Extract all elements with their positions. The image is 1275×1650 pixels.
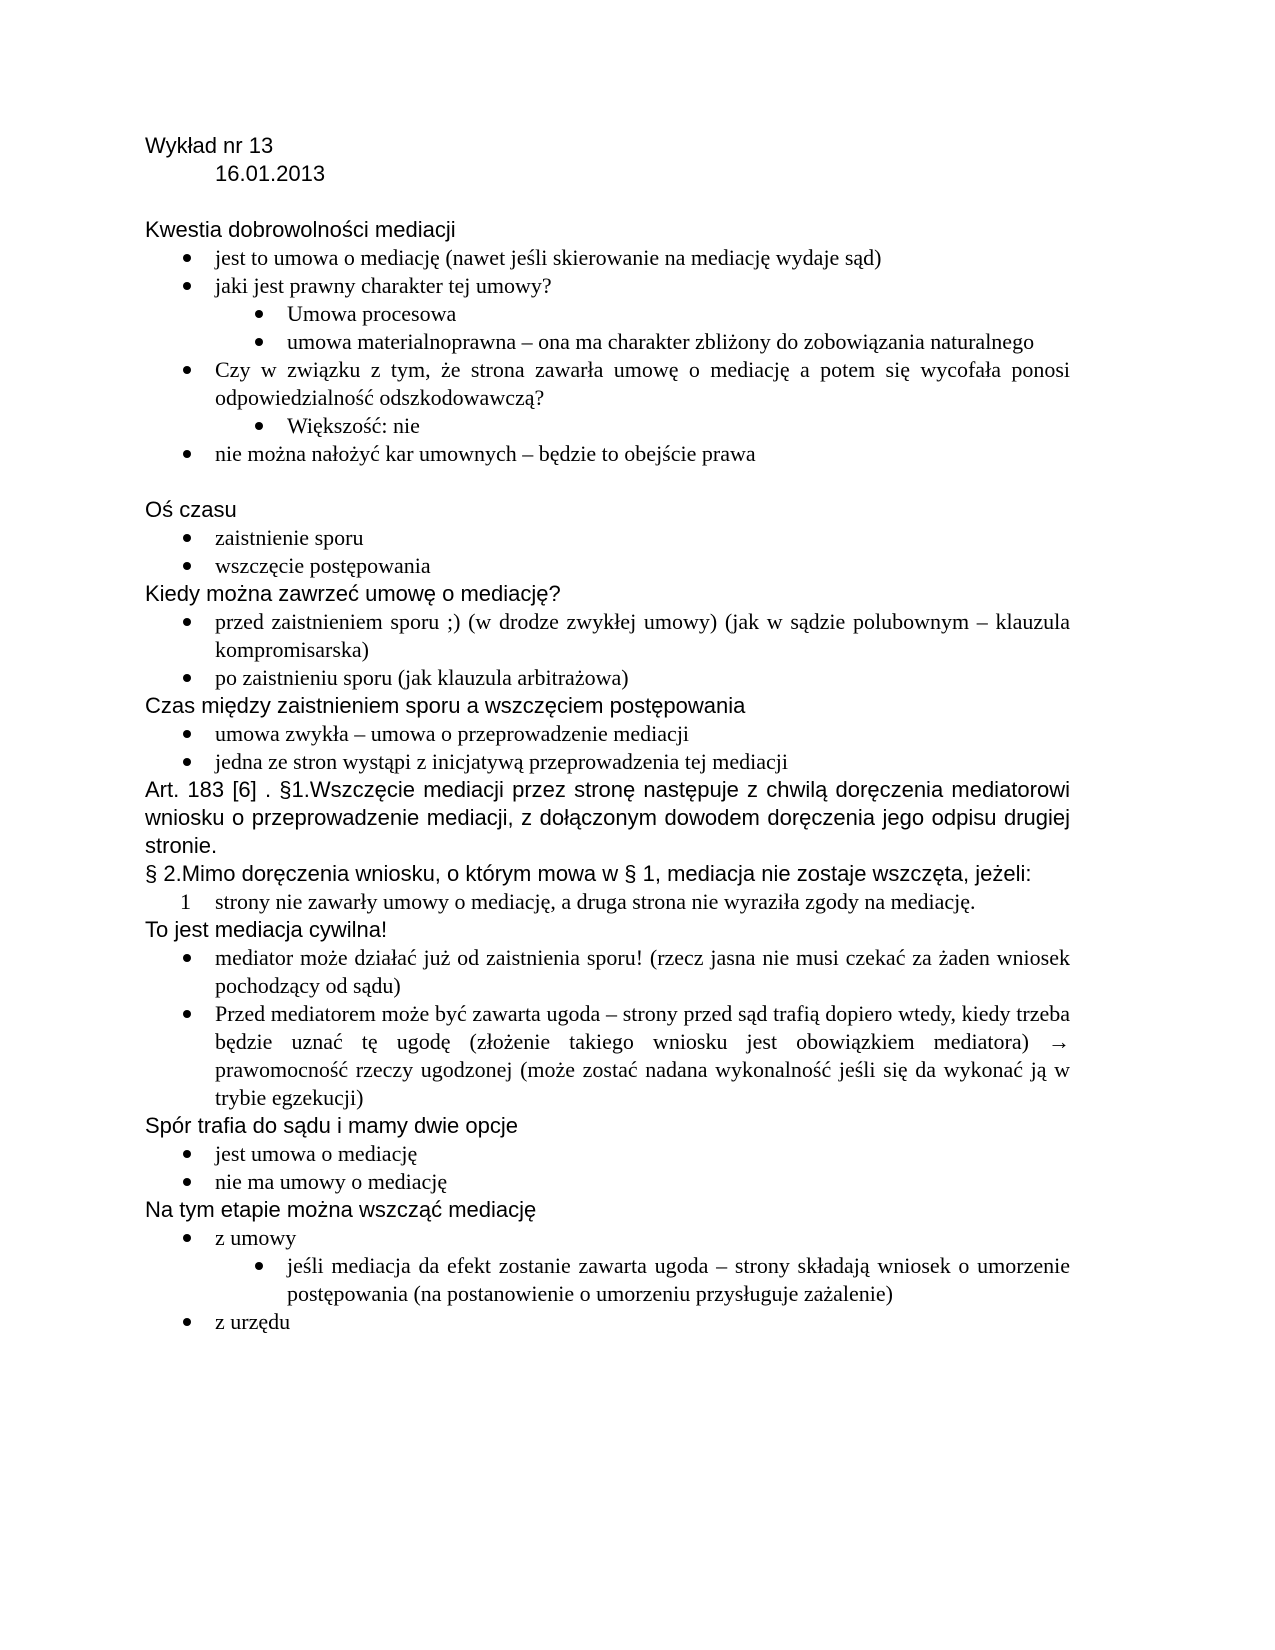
bullet-text: Przed mediatorem może być zawarta ugoda – strony przed sąd trafią dopiero wtedy, kiedy trzeba będzie uznać tę ugodę (złożenie takiego wniosku jest obowiązkiem mediatora) → prawomocność rzeczy ugodzonej (może zostać nadana wykonalność jeśli się da wykonać ją w trybie egzekucji) [215,1001,1070,1110]
bullet-icon [255,1262,263,1270]
bullet-item [145,748,1070,776]
sub-bullet-item [145,328,1070,356]
bullet-icon [255,310,263,318]
bullet-icon [183,1318,191,1326]
bullet-text: po zaistnieniu sporu (jak klauzula arbitrażowa) [215,665,629,690]
item-number: 1 [180,889,191,914]
section-heading: Oś czasu [145,497,237,522]
paragraph: § 2.Mimo doręczenia wniosku, o którym mowa w § 1, mediacja nie zostaje wszczęta, jeżeli: [145,861,1032,886]
section-heading: Na tym etapie można wszcząć mediację [145,1197,537,1222]
bullet-item [145,720,1070,748]
numbered-item-text: strony nie zawarły umowy o mediację, a druga strona nie wyraziła zgody na mediację. [215,889,976,914]
bullet-icon [183,758,191,766]
bullet-item [145,244,1070,272]
document-body [145,132,1070,1336]
bullet-text: Umowa procesowa [287,301,457,326]
date-line: 16.01.2013 [215,161,326,186]
bullet-item [145,356,1070,412]
bullet-text: z urzędu [215,1309,291,1334]
bullet-item [145,1000,1070,1112]
sub-bullet-item [145,300,1070,328]
bullet-icon [183,366,191,374]
bullet-text: mediator może działać już od zaistnienia sporu! (rzecz jasna nie musi czekać za żaden wniosek pochodzący od sądu) [215,945,1070,998]
bullet-icon [255,422,263,430]
bullet-icon [183,1178,191,1186]
bullet-item [145,1308,1070,1336]
bullet-item [145,664,1070,692]
bullet-text: umowa zwykła – umowa o przeprowadzenie mediacji [215,721,690,746]
bullet-text: nie ma umowy o mediację [215,1169,448,1194]
bullet-icon [183,254,191,262]
bullet-item [145,1168,1070,1196]
section-heading: Wykład nr 13 [145,133,274,158]
bullet-text: umowa materialnoprawna – ona ma charakter zbliżony do zobowiązania naturalnego [287,329,1035,354]
bullet-icon [183,618,191,626]
section-heading: Kwestia dobrowolności mediacji [145,217,456,242]
numbered-item [145,888,1070,916]
bullet-text: Czy w związku z tym, że strona zawarła umowę o mediację a potem się wycofała ponosi odpowiedzialność odszkodowawczą? [215,357,1070,410]
section-heading: To jest mediacja cywilna! [145,917,388,942]
bullet-text: Większość: nie [287,413,420,438]
bullet-item [145,552,1070,580]
bullet-text: jedna ze stron wystąpi z inicjatywą przeprowadzenia tej mediacji [215,749,788,774]
bullet-icon [183,282,191,290]
bullet-icon [255,338,263,346]
bullet-text: zaistnienie sporu [215,525,364,550]
bullet-text: jest umowa o mediację [215,1141,418,1166]
bullet-text: z umowy [215,1225,297,1250]
sub-bullet-item [145,1252,1070,1308]
bullet-item [145,272,1070,300]
blank-line [145,188,1070,216]
section-heading: Spór trafia do sądu i mamy dwie opcje [145,1113,518,1138]
section-heading: Czas między zaistnieniem sporu a wszczęciem postępowania [145,693,746,718]
bullet-icon [183,1150,191,1158]
bullet-item [145,1224,1070,1252]
bullet-icon [183,562,191,570]
bullet-item [145,608,1070,664]
bullet-text: jest to umowa o mediację (nawet jeśli skierowanie na mediację wydaje sąd) [215,245,882,270]
bullet-text: wszczęcie postępowania [215,553,431,578]
bullet-icon [183,730,191,738]
bullet-icon [183,1234,191,1242]
bullet-text: jaki jest prawny charakter tej umowy? [215,273,552,298]
bullet-icon [183,1010,191,1018]
bullet-item [145,1140,1070,1168]
bullet-item [145,440,1070,468]
bullet-icon [183,674,191,682]
paragraph: Art. 183 [6] . §1.Wszczęcie mediacji przez stronę następuje z chwilą doręczenia mediatorowi wniosku o przeprowadzenie mediacji, z dołączonym dowodem doręczenia jego odpisu drugiej stronie. [145,777,1070,858]
bullet-icon [183,954,191,962]
bullet-icon [183,534,191,542]
bullet-text: przed zaistnieniem sporu ;) (w drodze zwykłej umowy) (jak w sądzie polubownym – klauzula kompromisarska) [215,609,1070,662]
blank-line [145,468,1070,496]
bullet-text: jeśli mediacja da efekt zostanie zawarta ugoda – strony składają wniosek o umorzenie postępowania (na postanowienie o umorzeniu przysługuje zażalenie) [287,1253,1070,1306]
bullet-item [145,524,1070,552]
sub-bullet-item [145,412,1070,440]
bullet-icon [183,450,191,458]
section-heading: Kiedy można zawrzeć umowę o mediację? [145,581,561,606]
bullet-item [145,944,1070,1000]
bullet-text: nie można nałożyć kar umownych – będzie to obejście prawa [215,441,756,466]
